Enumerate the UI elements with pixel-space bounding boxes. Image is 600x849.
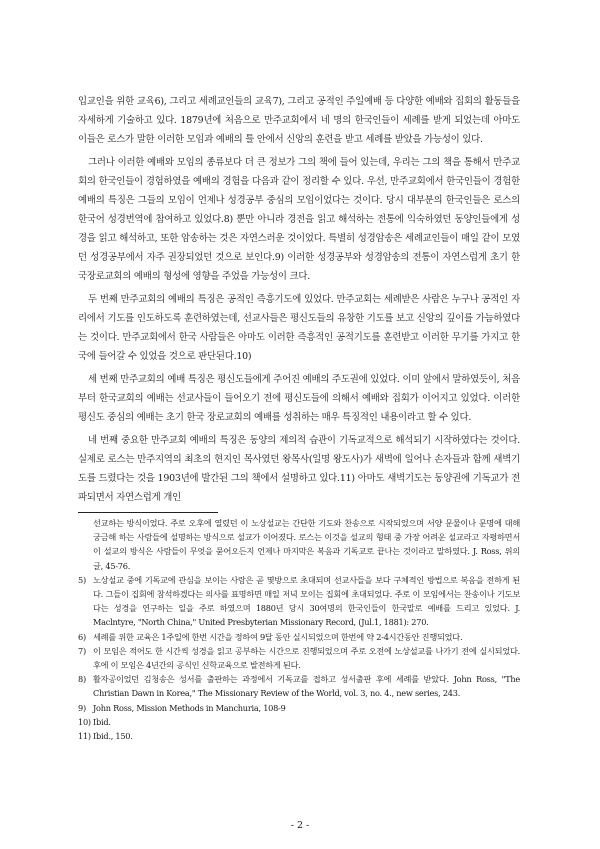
footnote-5: [78, 573, 520, 630]
body-paragraph: 세 번째 만주교회의 예배 특징은 평신도들에게 주어진 예배의 주도권에 있었다. 이미 앞에서 말하였듯이, 처음부터 한국교회의 예배는 선교사들이 들어오기 전에 평신도들에 의해서 예배와 집회가 이어지고 있었다. 이러한 평신도 중심의 예배는 초기 한국 장로교회의 예배를 성취하는 매우 특징적인 내용이라고 할 수 있다.: [78, 374, 520, 423]
body-paragraph: 입교인을 위한 교육6), 그리고 세례교인들의 교육7), 그리고 공적인 주일예배 등 다양한 예배와 집회의 활동들을 자세하게 기술하고 있다. 1879년에 처음으로 만주교회에서 네 명의 한국인들이 세례를 받게 되었는데 아마도 이들은 로스가 말한 이러한 모임과 예배의 틀 안에서 신앙의 훈련을 받고 세례를 받았을 가능성이 있다.: [78, 96, 520, 145]
footnote-text: Ibid.: [93, 716, 111, 727]
body-paragraph: 두 번째 만주교회의 예배의 특징은 공적인 즉흥기도에 있었다. 만주교회는 세례받은 사람은 누구나 공적인 자리에서 기도를 인도하도록 훈련하였는데, 선교사들은 평신도들의 유창한 기도를 보고 신앙의 깊이를 가늠하였다는 것이다. 만주교회에서 한국 사람들은 아마도 이러한 즉흥적인 공적기도를 훈련받고 이러한 무기를 가지고 한국에 들어갈 수 있었을 것으로 판단된다.10): [78, 294, 520, 362]
footnote-number: 10): [78, 716, 91, 727]
footnote-11: [78, 729, 520, 743]
footnote-8: [78, 672, 520, 700]
footnote-text: John Ross, Mission Methods in Manchuria, 108-9: [93, 702, 286, 713]
footnote-separator: [78, 512, 218, 513]
footnote-10: [78, 715, 520, 729]
footnote-continuation: [78, 516, 520, 573]
footnote-text: Ibid., 150.: [93, 731, 133, 742]
body-paragraph: 그러나 이러한 예배와 모임의 종류보다 더 큰 정보가 그의 책에 들어 있는데, 우리는 그의 책을 통해서 만주교회의 한국인들이 경험하였을 예배의 경험을 다음과 같이 정리할 수 있다. 우선, 만주교회에서 한국인들이 경험한 예배의 특징은 그들의 모임이 언제나 성경공부 중심의 모임이었다는 것이다. 당시 대부분의 한국인들은 로스의 한국어 성경번역에 참여하고 있었다.8) 뿐만 아니라 경전을 읽고 해석하는 전통에 익숙하였던 동양인들에게 성경을 읽고 해석하고, 또한 암송하는 것은 자연스러운 것이었다. 특별히 성경암송은 세례교인들이 매일 같이 모였던 성경공부에서 자주 권장되었던 것으로 보인다.9) 이러한 성경공부와 성경암송의 전통이 자연스럽게 초기 한국장로교회의 예배의 형성에 영향을 주었을 가능성이 크다.: [78, 157, 520, 282]
footnotes-section: [78, 516, 520, 743]
footnote-number: 6): [78, 631, 86, 642]
footnote-text: 세례를 위한 교육은 1주일에 한번 시간을 정하여 9달 동안 실시되었으며 한번에 약 2-4시간동안 진행되었다.: [93, 631, 463, 642]
footnote-text: 노상설교 중에 기독교에 관심을 보이는 사람은 곧 몇방으로 초대되며 선교사들을 보다 구체적인 방법으로 복음을 전하게 된다. 그들이 집회에 참석하겠다는 의사를 표명하면 매일 저녁 모이는 집회에 초대되었다. 주로 이 모임에서는 찬송이나 기도보다는 성경을 연구하는 일을 주로 하였으며 1880년 당시 30여명의 한국인들이 한국말로 예배를 드리고 있었다. J. Maclntyre, "North China," United Presbyterian Missionary Record, (Jul.1, 1881): 270.: [93, 574, 520, 628]
footnote-number: 8): [78, 674, 86, 685]
footnote-text: 활자공이었던 김청송은 성서를 출판하는 과정에서 기독교를 접하고 성서출판 후에 세례를 받았다. John Ross, "The Christian Dawn in Korea," The Missionary Review of the World, vol. 3, no. 4., new series, 243.: [93, 674, 520, 699]
footnote-text: 이 모임은 적어도 한 시간씩 성경을 읽고 공부하는 시간으로 진행되었으며 주로 오전에 노상설교를 나가기 전에 실시되었다. 후에 이 모임은 4년간의 공식인 신학교육으로 발전하게 된다.: [93, 645, 520, 671]
body-paragraph: 네 번째 중요한 만주교회 예배의 특징은 동양의 제의적 습관이 기독교적으로 해석되기 시작하였다는 것이다. 실제로 로스는 만주지역의 최초의 현지인 목사였던 왕목사(일명 왕도사)가 새벽에 일어나 손자들과 함께 새벽기도를 드렸다는 것을 1903년에 발간된 그의 책에서 설명하고 있다.11) 아마도 새벽기도는 동양권에 기독교가 전파되면서 자연스럽게 개인: [78, 435, 520, 503]
footnote-number: 11): [78, 731, 91, 742]
main-body-text: [78, 92, 520, 511]
footnote-number: 9): [78, 702, 86, 713]
page-number: - 2 -: [290, 820, 310, 831]
footnote-7: [78, 644, 520, 672]
footnote-number: 5): [78, 574, 86, 585]
footnote-text: 선교하는 방식이었다. 주로 오후에 열렸던 이 노상설교는 간단한 기도와 찬송으로 시작되었으며 서양 문물이나 문명에 대해 궁금해 하는 사람들에 설명하는 방식으로 설교가 이어졌다. 로스는 이것을 설교의 형태 중 가장 어려운 설교라고 자평하면서 이 설교의 방식은 사람들이 무엇을 묻어오든지 언제나 마지막은 복음과 기독교로 끝나는 것이라고 말하였다. J. Ross, 위의 글, 45-76.: [93, 518, 520, 571]
footnote-9: [78, 701, 520, 715]
footnote-number: 7): [78, 645, 86, 656]
footnote-6: [78, 630, 520, 644]
